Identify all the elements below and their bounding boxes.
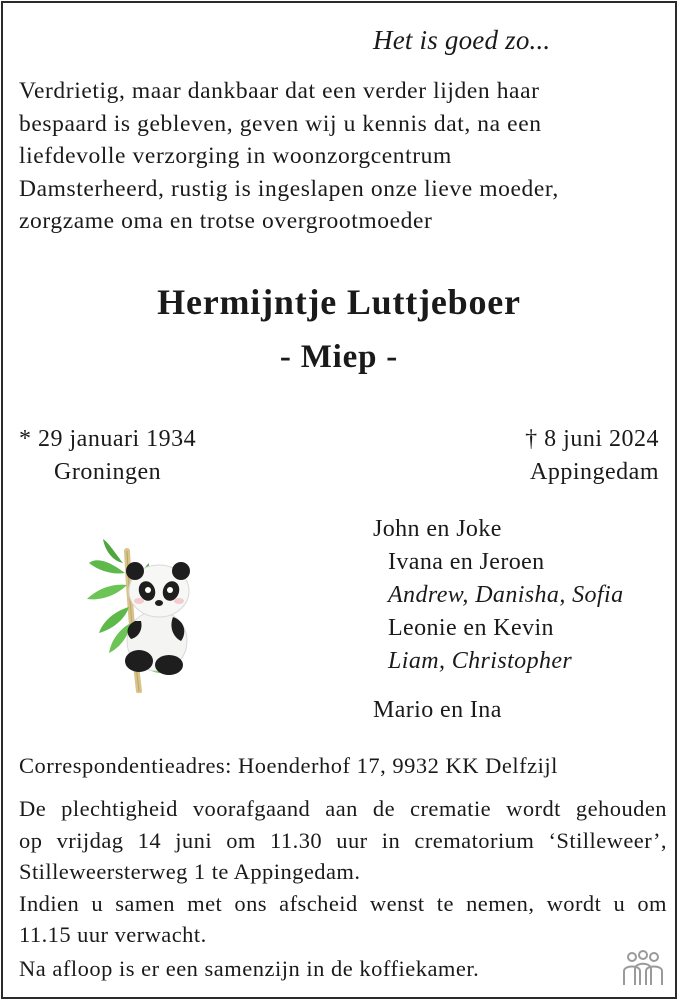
ceremony-line: 11.15 uur verwacht. [19,922,207,947]
birth-date: * 29 januari 1934 [19,426,197,452]
family-line: Ivana en Jeroen [388,549,545,575]
afterwards-note: Na afloop is er een samenzijn in de koffiekamer. [19,956,480,981]
spacer [373,678,623,694]
family-list [373,513,623,727]
motto: Het is goed zo... [373,25,551,55]
birth-place: Groningen [54,459,162,485]
ceremony-line: De plechtigheid voorafgaand aan de crematie wordt gehouden [19,796,667,821]
ceremony-line: op vrijdag 14 juni om 11.30 uur in crematorium ‘Stilleweer’, [19,827,667,853]
ceremony-line: Indien u samen met ons afscheid wenst te nemen, wordt u om [19,890,667,916]
death-date: † 8 juni 2024 [525,426,659,452]
deceased-nickname: - Miep - [279,339,399,375]
intro-line: liefdevolle verzorging in woonzorgcentrum [19,143,452,169]
intro-paragraph [19,75,659,238]
ceremony-paragraph [19,793,667,951]
family-line: Andrew, Danisha, Sofia [388,582,624,608]
ceremony-line: Stilleweersterweg 1 te Appingedam. [19,859,361,884]
family-line: Leonie en Kevin [388,615,554,641]
obituary-card [1,1,677,999]
family-line: Liam, Christopher [388,648,573,674]
intro-line: Damsterheerd, rustig is ingeslapen onze lieve moeder, [19,175,559,202]
intro-line: bespaard is gebleven, geven wij u kennis dat, na een [19,110,542,137]
family-line: Mario en Ina [373,697,502,723]
intro-line: Verdrietig, maar dankbaar dat een verder lijden haar [19,78,540,104]
correspondence-address: Correspondentieadres: Hoenderhof 17, 9932 KK Delfzijl [19,753,558,778]
death-block [525,423,659,489]
panda-on-bamboo-icon [69,533,199,693]
family-line: John en Joke [373,516,502,542]
birth-block [19,423,196,489]
deceased-name: Hermijntje Luttjeboer [157,282,521,322]
family-group-logo-icon [620,949,666,989]
intro-line: zorgzame oma en trotse overgrootmoeder [19,208,433,234]
death-place: Appingedam [530,459,659,485]
